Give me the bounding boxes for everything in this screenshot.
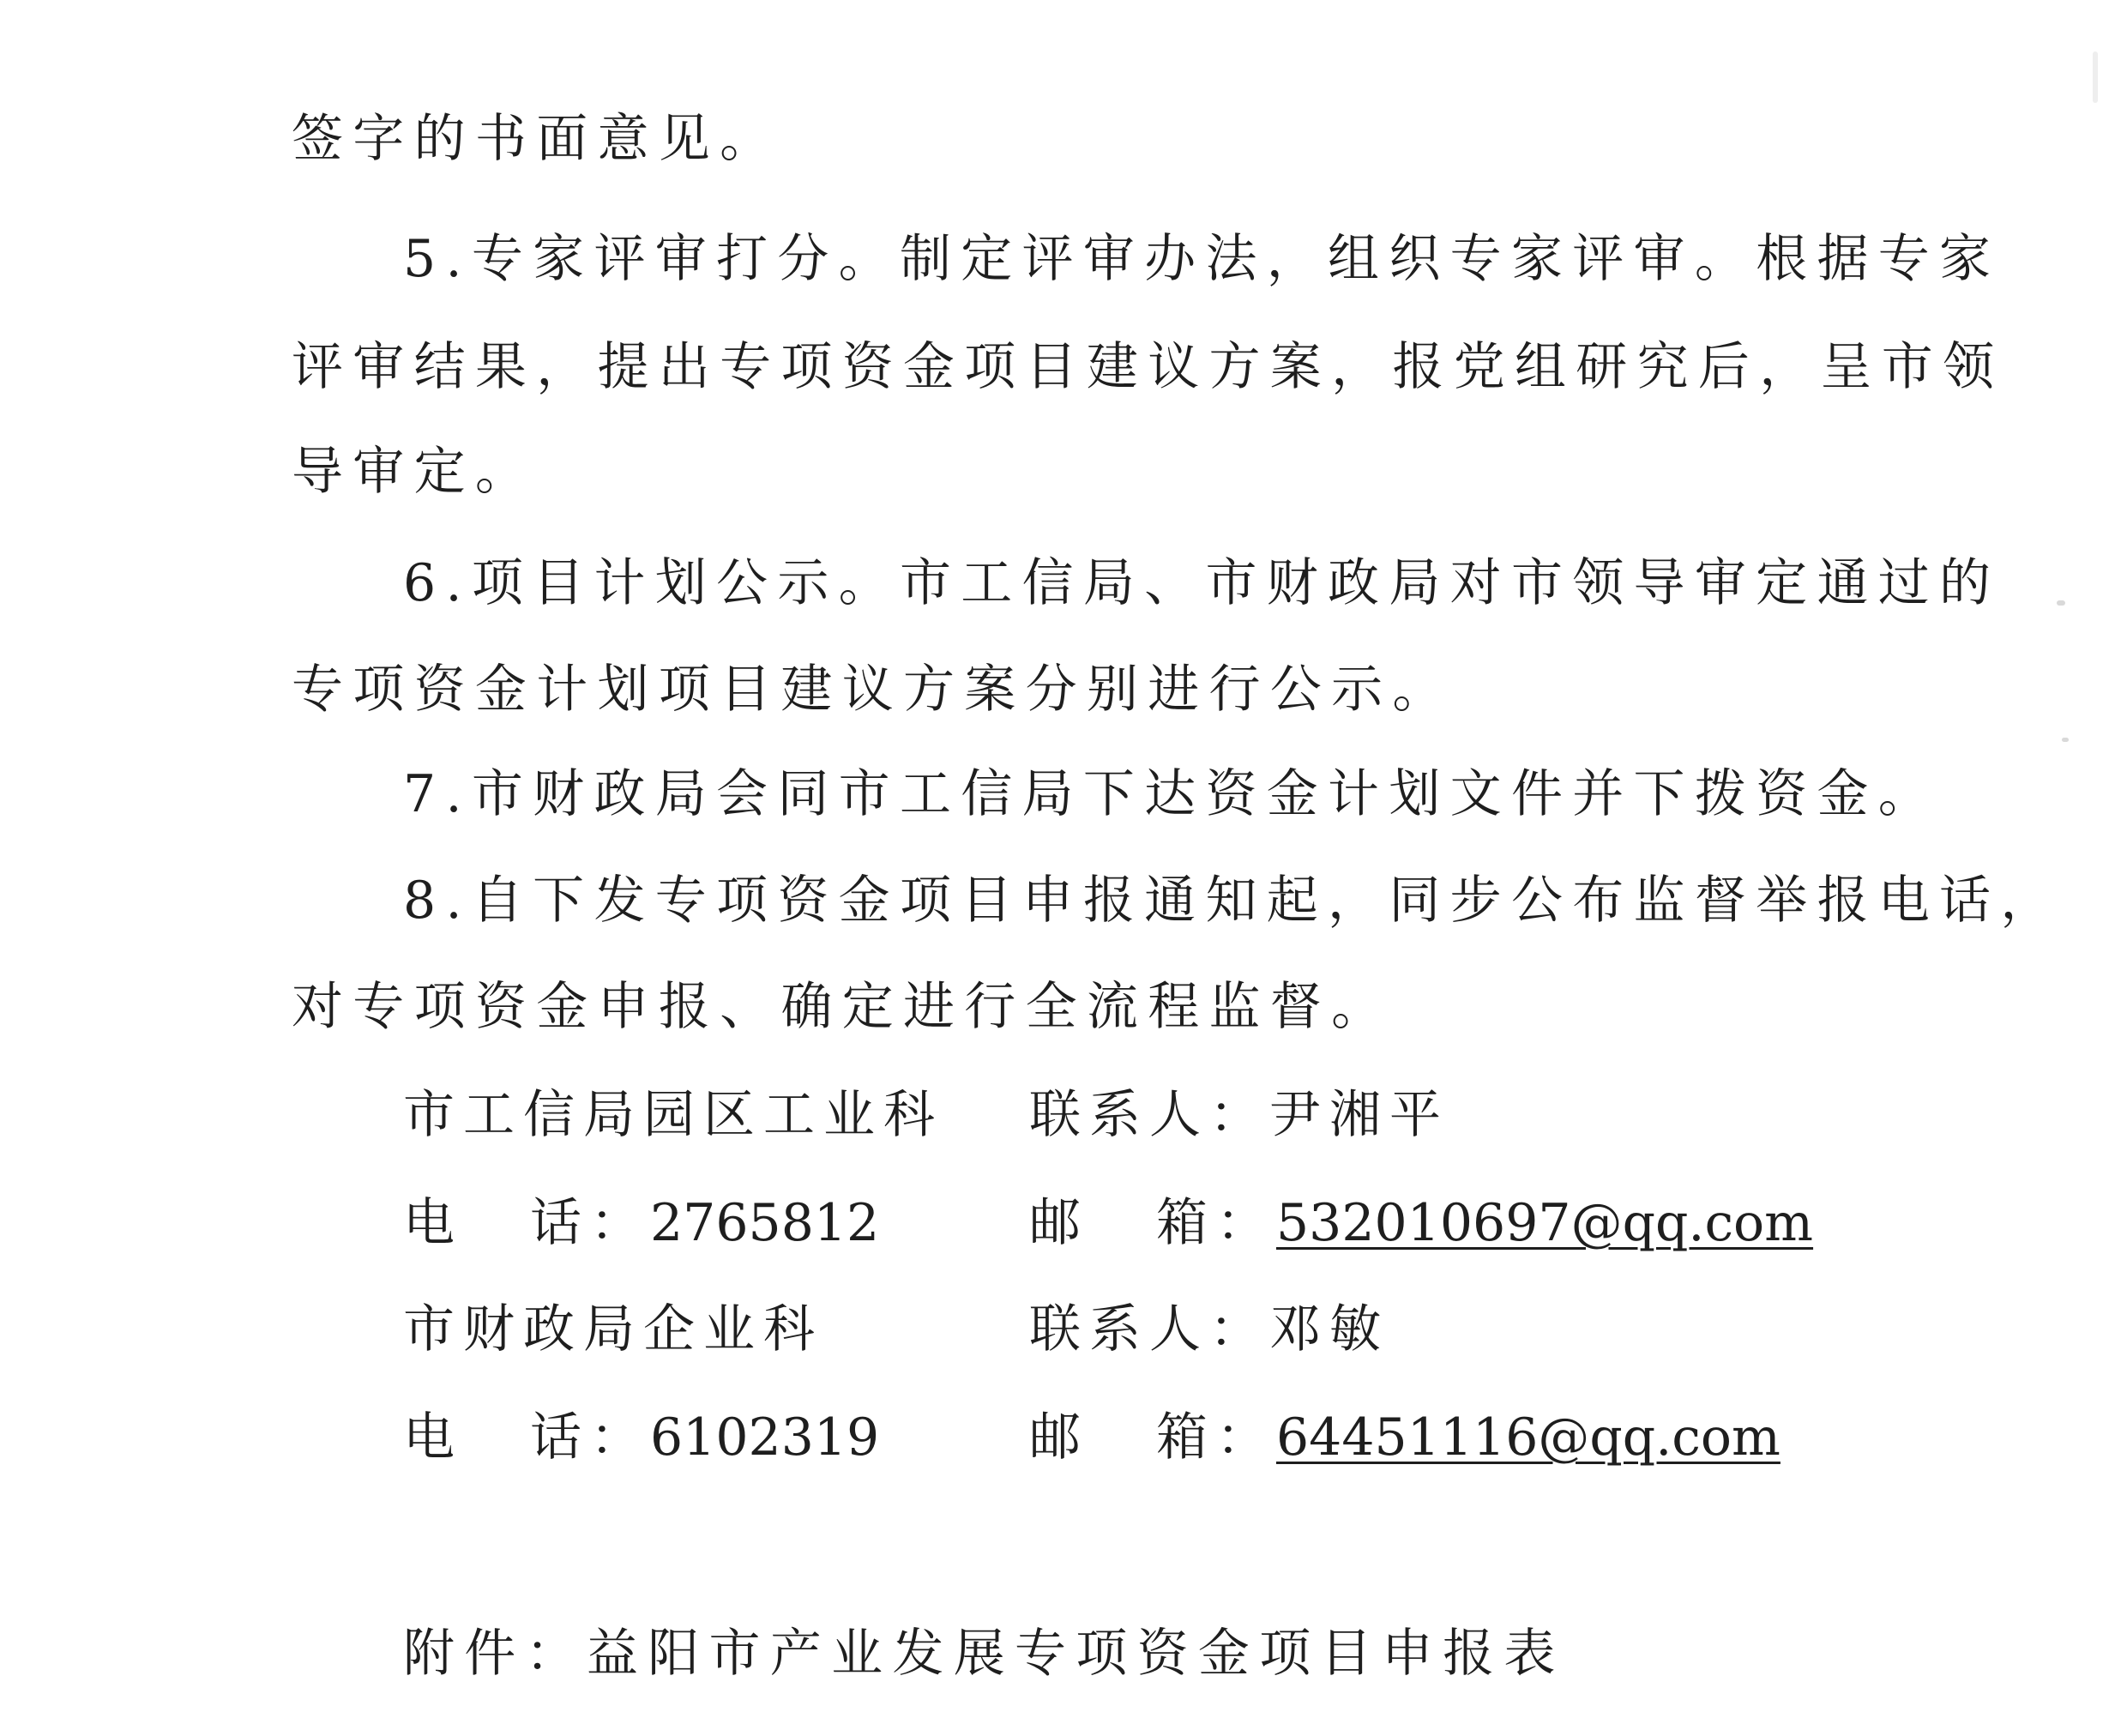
phone-label: 话： <box>530 1407 650 1468</box>
contact-person <box>1029 1081 1449 1149</box>
contact-label: 联系人： <box>1029 1085 1269 1145</box>
phone-label: 电 <box>403 1193 463 1253</box>
contact-name: 邓敏 <box>1269 1299 1389 1359</box>
paragraph-line: 5.专家评审打分。制定评审办法，组织专家评审。根据专家 <box>403 229 2001 289</box>
contact-email <box>1029 1403 1781 1472</box>
paragraph-line: 8.自下发专项资金项目申报通知起，同步公布监督举报电话， <box>403 871 2062 931</box>
contact-person <box>1029 1295 1389 1364</box>
contact-phone <box>403 1189 879 1257</box>
phone-number: 6102319 <box>650 1407 880 1468</box>
paragraph-line: 7.市财政局会同市工信局下达资金计划文件并下拨资金。 <box>403 764 1940 824</box>
email-link[interactable]: 64451116@qq.com <box>1276 1407 1781 1468</box>
contact-name: 尹湘平 <box>1269 1085 1449 1145</box>
contact-phone <box>403 1403 879 1472</box>
email-label: 箱： <box>1156 1407 1276 1468</box>
paragraph-line: 6.项目计划公示。市工信局、市财政局对市领导审定通过的 <box>403 553 2001 613</box>
contact-label: 联系人： <box>1029 1299 1269 1359</box>
contact-email <box>1029 1189 1813 1257</box>
paragraph-line: 导审定。 <box>292 442 537 502</box>
email-link[interactable]: 532010697@qq.com <box>1276 1193 1814 1253</box>
scan-artifact <box>2093 51 2098 103</box>
email-label: 邮 <box>1029 1407 1089 1468</box>
paragraph-line: 专项资金计划项目建议方案分别进行公示。 <box>292 660 1454 720</box>
phone-number: 2765812 <box>650 1193 880 1253</box>
attachment-line: 附件：益阳市产业发展专项资金项目申报表 <box>403 1624 1565 1684</box>
paragraph-line: 评审结果，提出专项资金项目建议方案，报党组研究后，呈市领 <box>292 337 2004 397</box>
phone-label: 话： <box>530 1193 650 1253</box>
scan-artifact <box>2062 738 2069 742</box>
contact-department: 市财政局企业科 <box>403 1299 823 1359</box>
contact-department: 市工信局园区工业科 <box>403 1085 943 1145</box>
paragraph-line: 对专项资金申报、确定进行全流程监督。 <box>292 977 1393 1037</box>
email-label: 箱： <box>1156 1193 1276 1253</box>
email-label: 邮 <box>1029 1193 1089 1253</box>
phone-label: 电 <box>403 1407 463 1468</box>
scan-artifact <box>2057 600 2065 606</box>
paragraph-line: 签字的书面意见。 <box>292 109 781 169</box>
